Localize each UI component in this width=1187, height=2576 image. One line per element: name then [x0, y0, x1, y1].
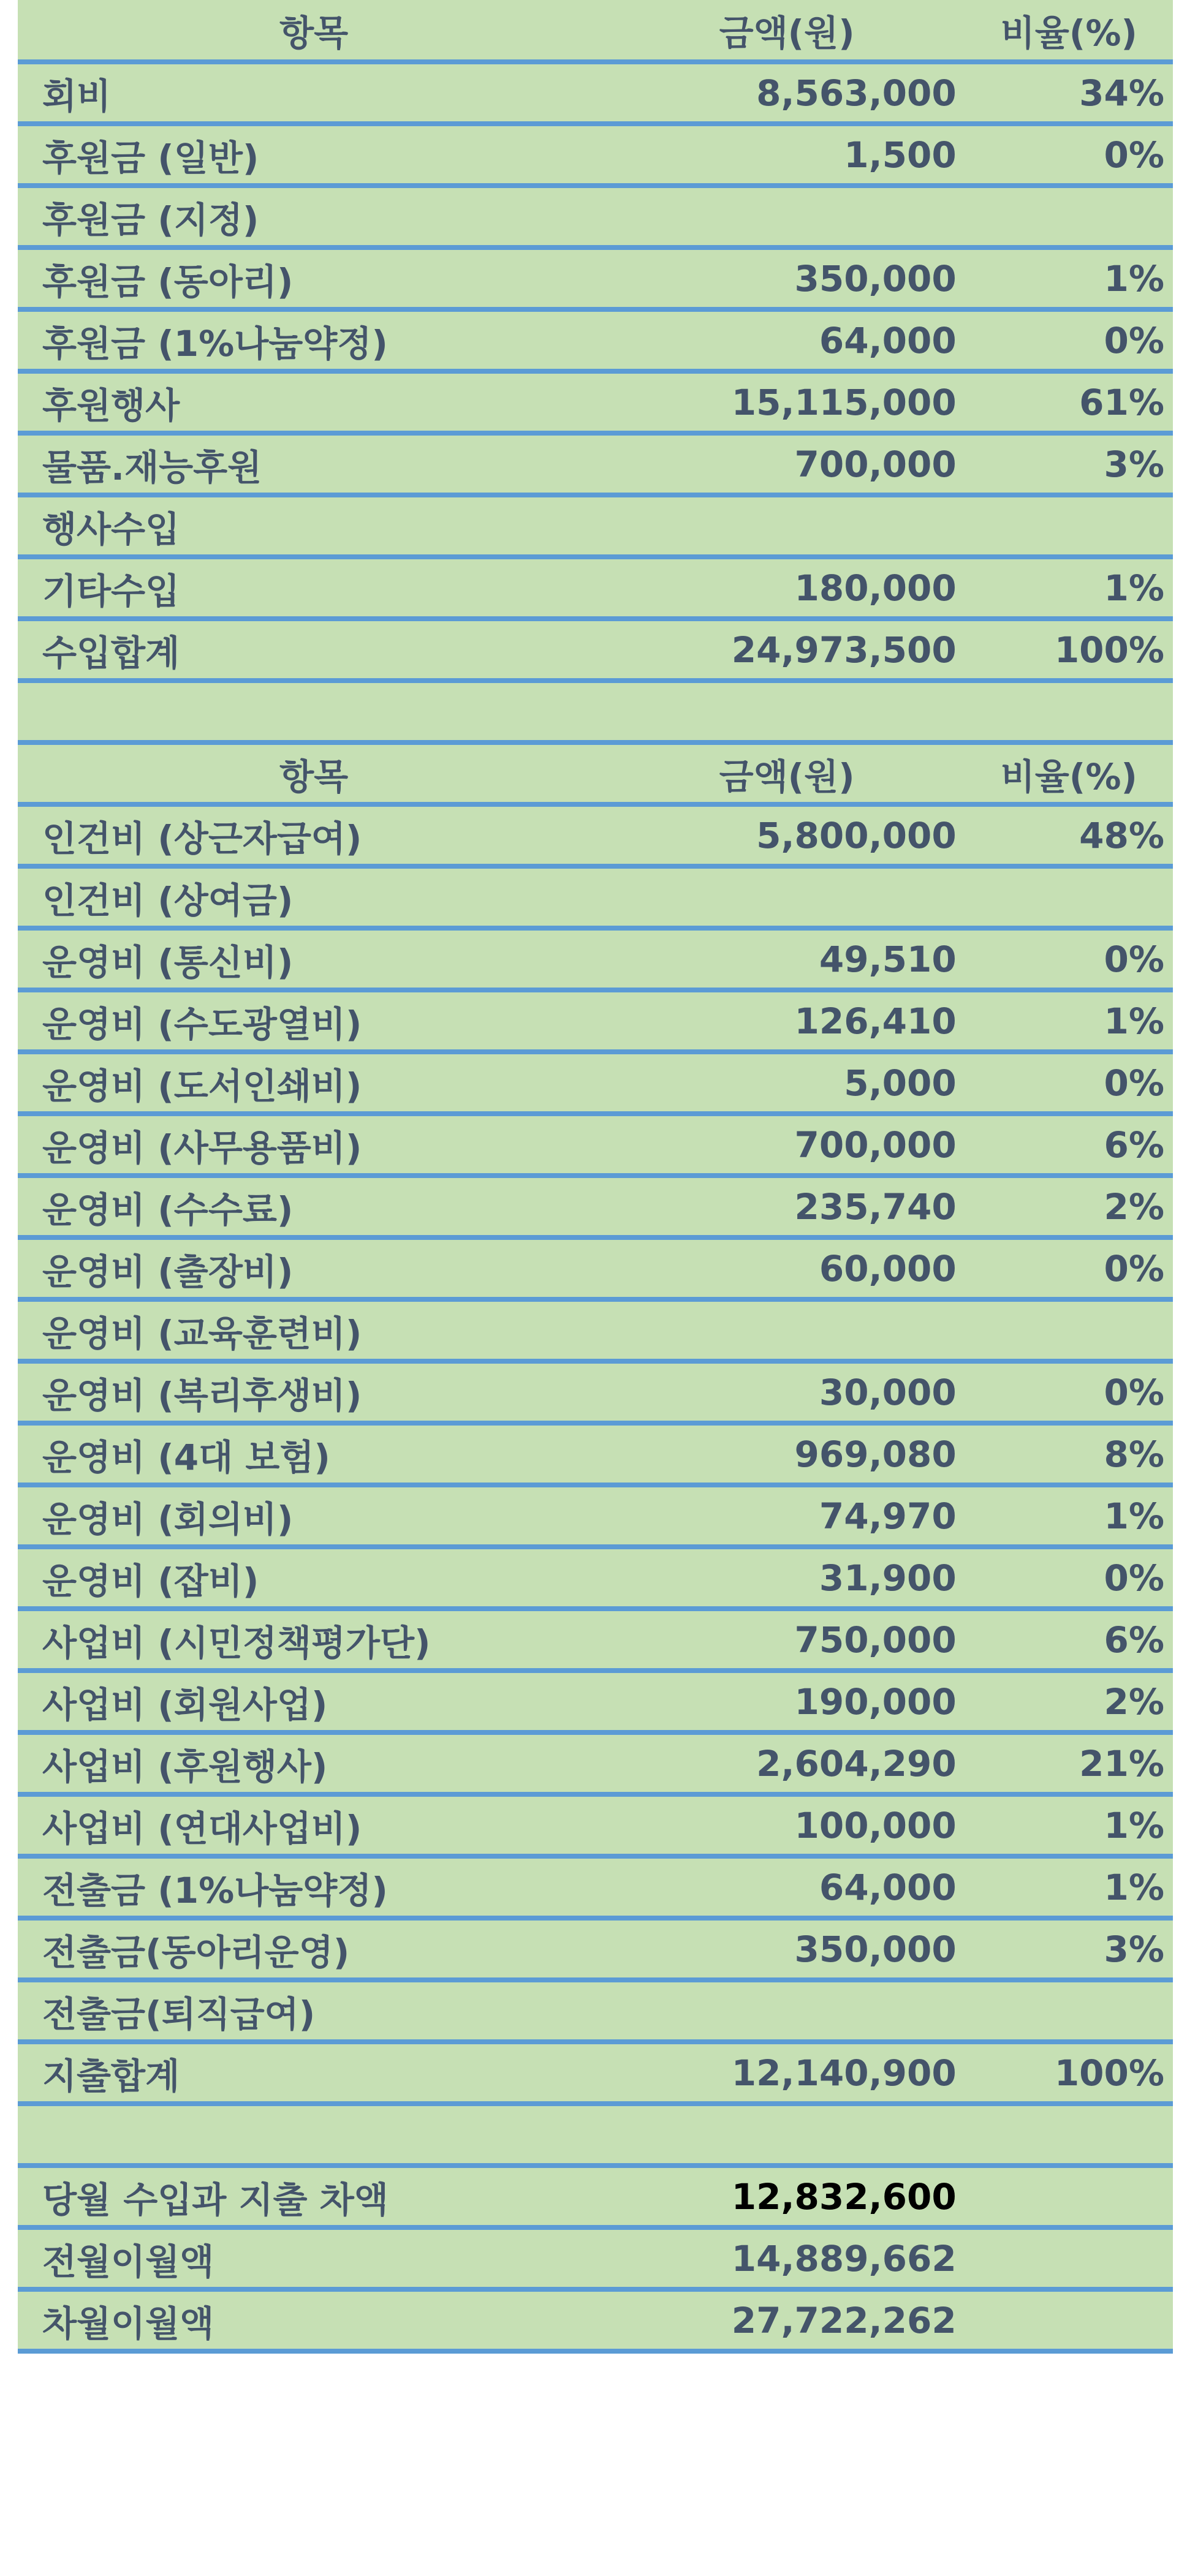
- row-amount: 2,604,290: [618, 1732, 965, 1794]
- row-amount: 64,000: [618, 1856, 965, 1918]
- row-amount: 1,500: [618, 124, 965, 186]
- table-row: [18, 928, 1173, 990]
- table-row: [18, 1918, 1173, 1980]
- row-ratio: 6%: [965, 1114, 1173, 1176]
- row-amount: [618, 1299, 965, 1361]
- header-item: 항목: [18, 742, 618, 804]
- row-ratio: 0%: [965, 928, 1173, 990]
- row-ratio: [965, 495, 1173, 557]
- table-row: [18, 1856, 1173, 1918]
- row-amount: [618, 495, 965, 557]
- row-item: 행사수입: [18, 495, 618, 557]
- row-amount: 100,000: [618, 1794, 965, 1856]
- ledger-table: [18, 0, 1173, 2354]
- spacer-cell: [18, 2104, 618, 2166]
- row-ratio: 100%: [965, 619, 1173, 681]
- table-row: [18, 1980, 1173, 2042]
- row-item: 후원행사: [18, 371, 618, 433]
- expense-header-row: [18, 742, 1173, 804]
- table-row: [18, 866, 1173, 928]
- spacer-cell: [18, 681, 618, 742]
- row-amount: 12,832,600: [618, 2166, 965, 2227]
- row-item: 수입합계: [18, 619, 618, 681]
- row-ratio: [965, 1980, 1173, 2042]
- row-amount: 14,889,662: [618, 2227, 965, 2289]
- row-ratio: 21%: [965, 1732, 1173, 1794]
- table-row: [18, 2289, 1173, 2351]
- row-item: 전출금(동아리운영): [18, 1918, 618, 1980]
- row-amount: [618, 866, 965, 928]
- table-row: [18, 1609, 1173, 1671]
- row-item: 운영비 (도서인쇄비): [18, 1052, 618, 1114]
- table-row: [18, 495, 1173, 557]
- spacer-cell: [618, 681, 965, 742]
- row-ratio: 0%: [965, 1547, 1173, 1609]
- row-amount: [618, 1980, 965, 2042]
- row-item: 사업비 (회원사업): [18, 1671, 618, 1732]
- table-row: [18, 1176, 1173, 1237]
- table-row: [18, 1732, 1173, 1794]
- row-ratio: 48%: [965, 804, 1173, 866]
- header-amount: 금액(원): [618, 0, 965, 62]
- row-ratio: 1%: [965, 1794, 1173, 1856]
- row-item: 운영비 (통신비): [18, 928, 618, 990]
- row-item: 지출합계: [18, 2042, 618, 2104]
- row-amount: 74,970: [618, 1485, 965, 1547]
- table-row: [18, 433, 1173, 495]
- row-item: 전출금 (1%나눔약정): [18, 1856, 618, 1918]
- table-row: [18, 62, 1173, 124]
- row-amount: 180,000: [618, 557, 965, 619]
- spacer-cell: [965, 2104, 1173, 2166]
- row-amount: 969,080: [618, 1423, 965, 1485]
- table-row: [18, 309, 1173, 371]
- row-item: 사업비 (연대사업비): [18, 1794, 618, 1856]
- header-ratio: 비율(%): [965, 742, 1173, 804]
- row-amount: 31,900: [618, 1547, 965, 1609]
- row-ratio: 2%: [965, 1176, 1173, 1237]
- row-ratio: 6%: [965, 1609, 1173, 1671]
- row-item: 운영비 (수도광열비): [18, 990, 618, 1052]
- table-row: [18, 1237, 1173, 1299]
- row-ratio: [965, 1299, 1173, 1361]
- row-item: 인건비 (상여금): [18, 866, 618, 928]
- row-ratio: 1%: [965, 557, 1173, 619]
- row-item: 후원금 (일반): [18, 124, 618, 186]
- row-ratio: 3%: [965, 433, 1173, 495]
- row-item: 운영비 (사무용품비): [18, 1114, 618, 1176]
- table-row: [18, 557, 1173, 619]
- row-ratio: [965, 2227, 1173, 2289]
- table-row: [18, 2227, 1173, 2289]
- row-item: 운영비 (출장비): [18, 1237, 618, 1299]
- row-ratio: 0%: [965, 124, 1173, 186]
- table-row: [18, 186, 1173, 247]
- header-item: 항목: [18, 0, 618, 62]
- row-ratio: 61%: [965, 371, 1173, 433]
- row-amount: 60,000: [618, 1237, 965, 1299]
- row-ratio: 2%: [965, 1671, 1173, 1732]
- table-row: [18, 804, 1173, 866]
- row-ratio: [965, 866, 1173, 928]
- row-amount: 12,140,900: [618, 2042, 965, 2104]
- row-item: 운영비 (수수료): [18, 1176, 618, 1237]
- income-header-row: [18, 0, 1173, 62]
- table-row: [18, 1299, 1173, 1361]
- row-item: 전출금(퇴직급여): [18, 1980, 618, 2042]
- table-row: [18, 1423, 1173, 1485]
- row-amount: [618, 186, 965, 247]
- row-item: 사업비 (시민정책평가단): [18, 1609, 618, 1671]
- row-ratio: 1%: [965, 1856, 1173, 1918]
- row-item: 물품.재능후원: [18, 433, 618, 495]
- row-amount: 350,000: [618, 247, 965, 309]
- row-item: 전월이월액: [18, 2227, 618, 2289]
- row-ratio: [965, 2166, 1173, 2227]
- row-ratio: 0%: [965, 1237, 1173, 1299]
- row-item: 기타수입: [18, 557, 618, 619]
- row-item: 운영비 (잡비): [18, 1547, 618, 1609]
- table-row: [18, 1114, 1173, 1176]
- row-ratio: 100%: [965, 2042, 1173, 2104]
- row-ratio: [965, 2289, 1173, 2351]
- table-row: [18, 990, 1173, 1052]
- row-amount: 126,410: [618, 990, 965, 1052]
- row-amount: 700,000: [618, 1114, 965, 1176]
- ledger-body: [18, 0, 1173, 2351]
- table-row: [18, 619, 1173, 681]
- row-ratio: 0%: [965, 309, 1173, 371]
- row-amount: 27,722,262: [618, 2289, 965, 2351]
- row-item: 인건비 (상근자급여): [18, 804, 618, 866]
- row-item: 후원금 (지정): [18, 186, 618, 247]
- row-amount: 5,000: [618, 1052, 965, 1114]
- table-row: [18, 124, 1173, 186]
- spacer-cell: [618, 2104, 965, 2166]
- row-item: 운영비 (4대 보험): [18, 1423, 618, 1485]
- spacer-row: [18, 2104, 1173, 2166]
- table-row: [18, 247, 1173, 309]
- row-amount: 24,973,500: [618, 619, 965, 681]
- row-amount: 15,115,000: [618, 371, 965, 433]
- row-amount: 190,000: [618, 1671, 965, 1732]
- row-amount: 350,000: [618, 1918, 965, 1980]
- row-amount: 235,740: [618, 1176, 965, 1237]
- spacer-row: [18, 681, 1173, 742]
- row-ratio: 3%: [965, 1918, 1173, 1980]
- table-row: [18, 2166, 1173, 2227]
- row-ratio: 1%: [965, 247, 1173, 309]
- row-item: 운영비 (회의비): [18, 1485, 618, 1547]
- row-item: 운영비 (교육훈련비): [18, 1299, 618, 1361]
- table-row: [18, 1485, 1173, 1547]
- table-row: [18, 1671, 1173, 1732]
- row-item: 차월이월액: [18, 2289, 618, 2351]
- table-row: [18, 371, 1173, 433]
- ledger-sheet: [18, 0, 1173, 2354]
- header-ratio: 비율(%): [965, 0, 1173, 62]
- row-item: 후원금 (1%나눔약정): [18, 309, 618, 371]
- row-item: 회비: [18, 62, 618, 124]
- row-item: 후원금 (동아리): [18, 247, 618, 309]
- row-amount: 5,800,000: [618, 804, 965, 866]
- row-ratio: 1%: [965, 990, 1173, 1052]
- row-amount: 64,000: [618, 309, 965, 371]
- row-ratio: 34%: [965, 62, 1173, 124]
- row-item: 사업비 (후원행사): [18, 1732, 618, 1794]
- row-ratio: 0%: [965, 1361, 1173, 1423]
- row-ratio: [965, 186, 1173, 247]
- table-row: [18, 1361, 1173, 1423]
- row-item: 운영비 (복리후생비): [18, 1361, 618, 1423]
- row-amount: 49,510: [618, 928, 965, 990]
- row-amount: 700,000: [618, 433, 965, 495]
- row-item: 당월 수입과 지출 차액: [18, 2166, 618, 2227]
- header-amount: 금액(원): [618, 742, 965, 804]
- table-row: [18, 2042, 1173, 2104]
- row-ratio: 8%: [965, 1423, 1173, 1485]
- row-amount: 8,563,000: [618, 62, 965, 124]
- table-row: [18, 1794, 1173, 1856]
- row-amount: 750,000: [618, 1609, 965, 1671]
- row-ratio: 1%: [965, 1485, 1173, 1547]
- spacer-cell: [965, 681, 1173, 742]
- table-row: [18, 1052, 1173, 1114]
- row-ratio: 0%: [965, 1052, 1173, 1114]
- table-row: [18, 1547, 1173, 1609]
- row-amount: 30,000: [618, 1361, 965, 1423]
